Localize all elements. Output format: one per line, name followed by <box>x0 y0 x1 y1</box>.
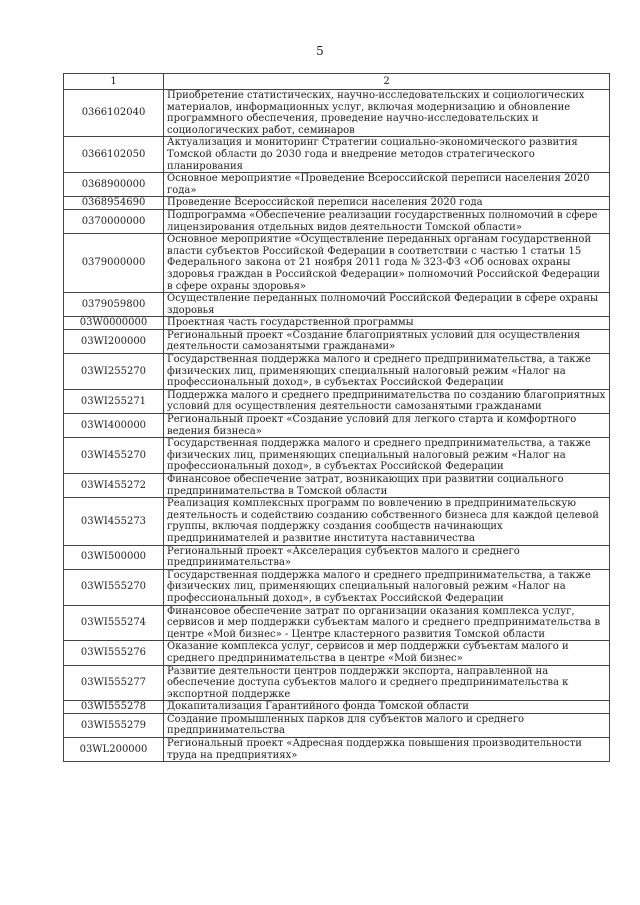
column-header-code: 1 <box>64 74 164 90</box>
cell-code: 03W0000000 <box>64 317 164 330</box>
cell-code: 03WI400000 <box>64 414 164 438</box>
cell-code: 03WI555276 <box>64 641 164 665</box>
table-row <box>64 474 610 498</box>
table-row <box>64 137 610 173</box>
cell-code: 0370000000 <box>64 209 164 233</box>
cell-name: Региональный проект «Создание условий для легкого старта и комфортного ведения бизнеса» <box>164 414 610 438</box>
cell-code: 03WI500000 <box>64 545 164 569</box>
table-row <box>64 329 610 353</box>
cell-name: Приобретение статистических, научно-исследовательских и социологических материалов, информационных услуг, включая модернизацию и обновление программного обеспечения, проведение научно-исследовательских и социологических работ, семинаров <box>164 90 610 137</box>
cell-code: 03WI255270 <box>64 354 164 390</box>
cell-name: Поддержка малого и среднего предпринимательства по созданию благоприятных условий для осуществления деятельности самозанятыми гражданами <box>164 389 610 413</box>
table-row <box>64 173 610 197</box>
cell-code: 03WI455270 <box>64 438 164 474</box>
cell-code: 0368900000 <box>64 173 164 197</box>
cell-name: Государственная поддержка малого и среднего предпринимательства, а также физических лиц, применяющих специальный налоговый режим «Налог на профессиональный доход», в субъектах Российской Федерации <box>164 569 610 605</box>
table-row <box>64 197 610 210</box>
cell-name: Государственная поддержка малого и среднего предпринимательства, а также физических лиц, применяющих специальный налоговый режим «Налог на профессиональный доход», в субъектах Российской Федерации <box>164 438 610 474</box>
cell-code: 0379059800 <box>64 293 164 317</box>
table-row <box>64 738 610 762</box>
table-row <box>64 354 610 390</box>
table-header-row <box>64 74 610 90</box>
cell-name: Государственная поддержка малого и среднего предпринимательства, а также физических лиц, применяющих специальный налоговый режим «Налог на профессиональный доход», в субъектах Российской Федерации <box>164 354 610 390</box>
table-row <box>64 545 610 569</box>
cell-name: Финансовое обеспечение затрат по организации оказания комплекса услуг, сервисов и мер поддержки субъектам малого и среднего предпринимательства в центре «Мой бизнес» - Центре кластерного развития Томской области <box>164 605 610 641</box>
cell-code: 0368954690 <box>64 197 164 210</box>
cell-name: Финансовое обеспечение затрат, возникающих при развитии социального предпринимательства в Томской области <box>164 474 610 498</box>
table-body <box>64 90 610 762</box>
cell-name: Оказание комплекса услуг, сервисов и мер поддержки субъектам малого и среднего предпринимательства в центре «Мой бизнес» <box>164 641 610 665</box>
cell-code: 03WI255271 <box>64 389 164 413</box>
cell-code: 03WL200000 <box>64 738 164 762</box>
cell-code: 03WI555278 <box>64 701 164 714</box>
cell-name: Докапитализация Гарантийного фонда Томской области <box>164 701 610 714</box>
table-row <box>64 498 610 545</box>
table-row <box>64 90 610 137</box>
cell-code: 0366102050 <box>64 137 164 173</box>
cell-name: Актуализация и мониторинг Стратегии социально-экономического развития Томской области до 2030 года и внедрение методов стратегического планирования <box>164 137 610 173</box>
table-row <box>64 701 610 714</box>
cell-name: Основное мероприятие «Проведение Всероссийской переписи населения 2020 года» <box>164 173 610 197</box>
budget-classification-table <box>63 73 610 762</box>
table-row <box>64 438 610 474</box>
cell-name: Подпрограмма «Обеспечение реализации государственных полномочий в сфере лицензирования отдельных видов деятельности Томской области» <box>164 209 610 233</box>
page-number: 5 <box>316 44 324 58</box>
table-row <box>64 665 610 701</box>
cell-code: 0366102040 <box>64 90 164 137</box>
cell-name: Региональный проект «Адресная поддержка повышения производительности труда на предприятиях» <box>164 738 610 762</box>
table-row <box>64 414 610 438</box>
cell-code: 03WI455273 <box>64 498 164 545</box>
cell-name: Создание промышленных парков для субъектов малого и среднего предпринимательства <box>164 713 610 737</box>
column-header-name: 2 <box>164 74 610 90</box>
cell-code: 03WI555279 <box>64 713 164 737</box>
cell-code: 03WI555274 <box>64 605 164 641</box>
cell-name: Региональный проект «Акселерация субъектов малого и среднего предпринимательства» <box>164 545 610 569</box>
cell-name: Развитие деятельности центров поддержки экспорта, направленной на обеспечение доступа субъектов малого и среднего предпринимательства к экспортной поддержке <box>164 665 610 701</box>
table-row <box>64 293 610 317</box>
cell-code: 03WI555277 <box>64 665 164 701</box>
cell-name: Региональный проект «Создание благоприятных условий для осуществления деятельности самозанятыми гражданами» <box>164 329 610 353</box>
table-row <box>64 234 610 293</box>
table-row <box>64 641 610 665</box>
table-row <box>64 713 610 737</box>
cell-name: Реализация комплексных программ по вовлечению в предпринимательскую деятельность и содействию созданию собственного бизнеса для каждой целевой группы, включая поддержку создания сообществ начинающих предпринимателей и развитие института наставничества <box>164 498 610 545</box>
cell-code: 0379000000 <box>64 234 164 293</box>
cell-code: 03WI455272 <box>64 474 164 498</box>
cell-code: 03WI200000 <box>64 329 164 353</box>
cell-name: Проектная часть государственной программы <box>164 317 610 330</box>
table-row <box>64 605 610 641</box>
cell-name: Основное мероприятие «Осуществление переданных органам государственной власти субъектов Российской Федерации в соответствии с частью 1 статьи 15 Федерального закона от 21 ноября 2011 года № 323-ФЗ «Об основах охраны здоровья граждан в Российской Федерации» полномочий Российской Федерации в сфере охраны здоровья» <box>164 234 610 293</box>
table-row <box>64 389 610 413</box>
table-row <box>64 209 610 233</box>
cell-name: Проведение Всероссийской переписи населения 2020 года <box>164 197 610 210</box>
table-row <box>64 569 610 605</box>
table-row <box>64 317 610 330</box>
cell-name: Осуществление переданных полномочий Российской Федерации в сфере охраны здоровья <box>164 293 610 317</box>
cell-code: 03WI555270 <box>64 569 164 605</box>
